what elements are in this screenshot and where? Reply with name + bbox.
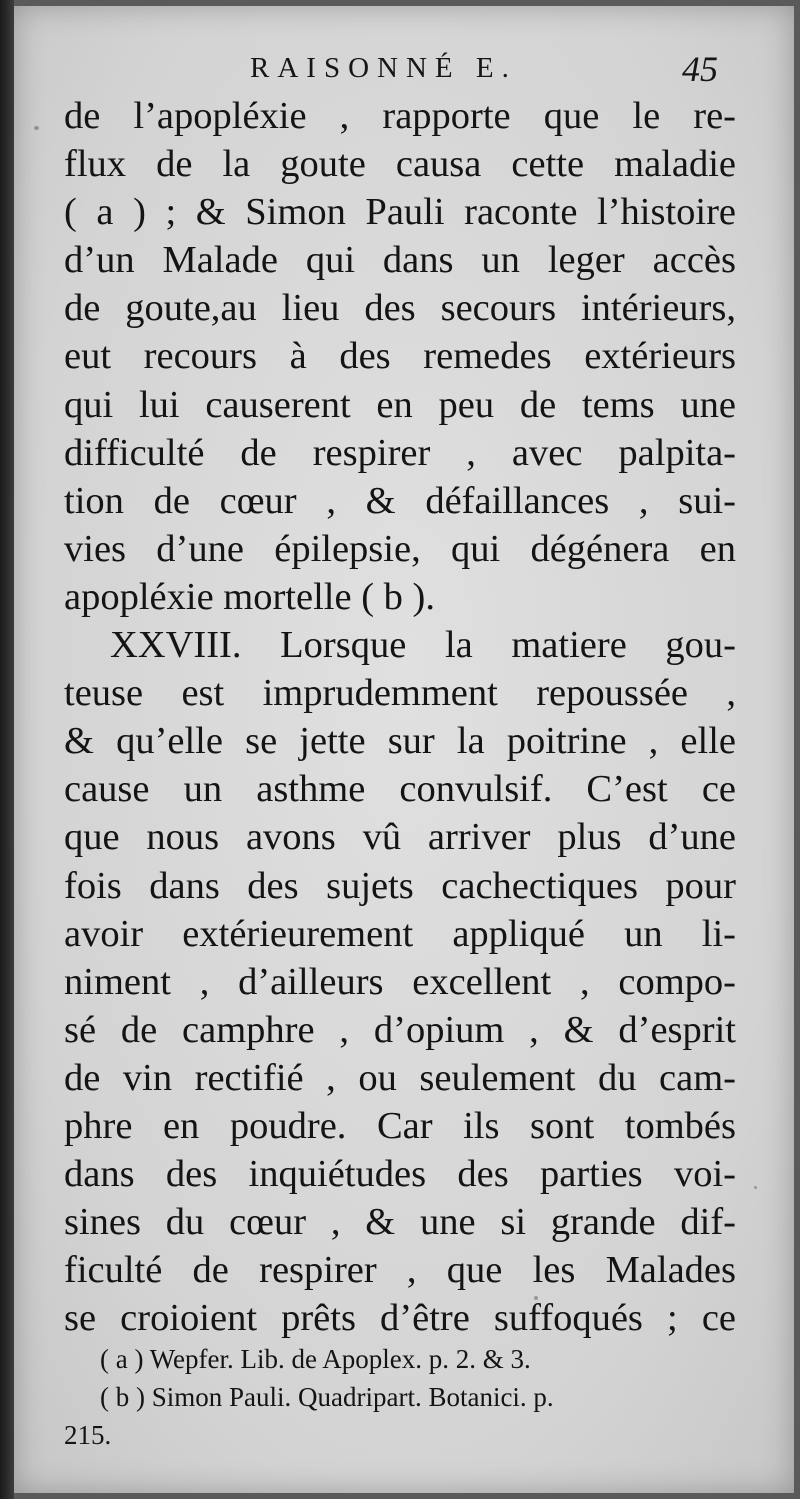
text-line: cause un asthme convulsif. C’est ce (64, 768, 736, 811)
text-line: ( a ) ; & Simon Pauli raconte l’histoire (64, 191, 736, 234)
text-line: phre en poudre. Car ils sont tombés (64, 1104, 736, 1147)
text-line: dans des inquiétudes des parties voi- (64, 1153, 736, 1196)
text-line: d’un Malade qui dans un leger accès (64, 239, 736, 282)
footnote-b: ( b ) Simon Pauli. Quadripart. Botanici. p. (100, 1382, 554, 1412)
text-line: vies d’une épilepsie, qui dégénera en (64, 527, 736, 570)
paper-speck (754, 1186, 757, 1189)
text-line: difficulté de respirer , avec palpita- (64, 431, 736, 474)
text-line: niment , d’ailleurs excellent , compo- (64, 960, 736, 1003)
section-heading-line: XXVIII. Lorsque la matiere gou- (110, 624, 736, 667)
text-line: ficulté de respirer , que les Malades (64, 1249, 736, 1292)
text-line: que nous avons vû arriver plus d’une (64, 816, 736, 859)
running-title: RAISONNÉ E. (250, 52, 517, 84)
text-line: sines du cœur , & une si grande dif- (64, 1201, 736, 1244)
text-line: flux de la goute causa cette maladie (64, 143, 736, 186)
text-line: & qu’elle se jette sur la poitrine , elle (64, 720, 736, 763)
text-line: teuse est imprudemment repoussée , (64, 672, 736, 715)
page-left-edge-shadow (0, 0, 14, 1499)
text-line: qui lui causerent en peu de tems une (64, 383, 736, 426)
footnote-a: ( a ) Wepfer. Lib. de Apoplex. p. 2. & 3. (100, 1344, 531, 1374)
text-line: tion de cœur , & défaillances , sui- (64, 479, 736, 522)
text-line: fois dans des sujets cachectiques pour (64, 864, 736, 907)
paper-speck (34, 126, 39, 130)
page-number: 45 (682, 49, 718, 89)
text-line: se croioient prêts d’être suffoqués ; ce (64, 1297, 736, 1340)
footnotes (64, 1340, 736, 1454)
body-text (64, 92, 736, 1342)
text-line: de goute,au lieu des secours intérieurs, (64, 287, 736, 330)
footnote-b-continuation: 215. (64, 1420, 112, 1450)
text-line: sé de camphre , d’opium , & d’esprit (64, 1008, 736, 1051)
text-line: apopléxie mortelle ( b ). (64, 575, 435, 618)
running-header (0, 49, 800, 92)
text-line: eut recours à des remedes extérieurs (64, 335, 736, 378)
text-line: de vin rectifié , ou seulement du cam- (64, 1056, 736, 1099)
text-line: avoir extérieurement appliqué un li- (64, 912, 736, 955)
text-line: de l’apopléxie , rapporte que le re- (64, 95, 736, 137)
